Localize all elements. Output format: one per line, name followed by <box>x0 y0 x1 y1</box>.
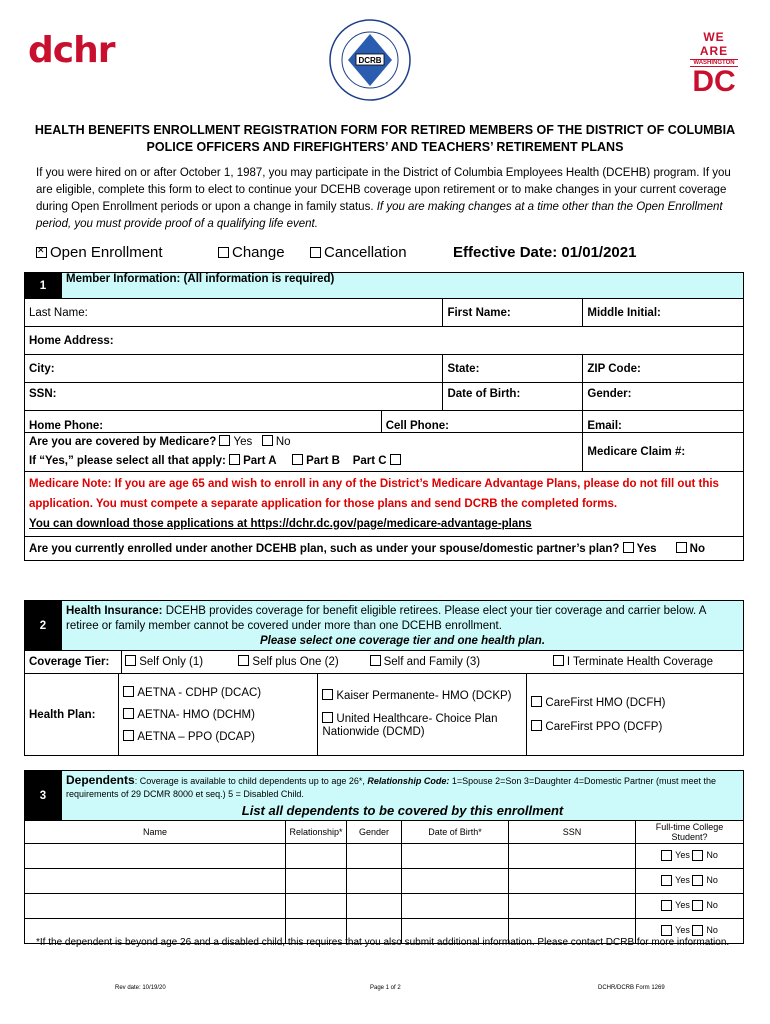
plan-united[interactable]: United Healthcare- Choice Plan Nationwide (DCMD) <box>322 713 498 738</box>
student-options[interactable]: Yes No <box>636 894 744 919</box>
section1-number: 1 <box>25 273 62 299</box>
plan-aetna-cdhp[interactable]: AETNA - CDHP (DCAC) <box>123 682 313 704</box>
plan-carefirst-hmo[interactable]: CareFirst HMO (DCFH) <box>531 691 739 715</box>
seal-abbrev: DCRB <box>358 56 382 65</box>
medicare-yes-checkbox <box>219 435 230 446</box>
effective-date: Effective Date: 01/01/2021 <box>453 244 637 261</box>
section3-number: 3 <box>25 771 62 821</box>
medicare-question: Are you are covered by Medicare? Yes No If “Yes,” please select all that apply: Part A Part B Part C <box>25 433 583 472</box>
part-b-option[interactable]: Part B <box>292 455 340 467</box>
tier-family-option[interactable]: Self and Family (3) <box>370 656 550 668</box>
title-line2: POLICE OFFICERS AND FIREFIGHTERS’ AND TEACHERS’ RETIREMENT PLANS <box>146 140 624 154</box>
col-student: Full-time College Student? <box>636 821 744 844</box>
state-label[interactable]: State: <box>443 355 583 383</box>
dc-logo <box>690 30 738 97</box>
other-plan-no[interactable]: No <box>676 543 705 555</box>
home-address-label[interactable]: Home Address: <box>25 327 744 355</box>
section2-heading: Health Insurance: DCEHB provides coverage for benefit eligible retirees. Please elect your tier coverage and carrier below. A retiree or family member cannot be covered under more than one DCEHB enrollment. Please select one coverage tier and one health plan. <box>62 601 744 651</box>
open-enrollment-option[interactable]: ✕Open Enrollment <box>36 244 163 261</box>
other-plan-question: Are you currently enrolled under another DCEHB plan, such as under your spouse/domestic partner’s plan? Yes No <box>25 537 744 561</box>
change-checkbox <box>218 247 229 258</box>
home-phone-label[interactable]: Home Phone: <box>25 411 382 433</box>
kaiser-united-plans <box>318 674 527 756</box>
section1-heading: Member Information: (All information is required) <box>62 273 744 299</box>
section2-instruction: Please select one coverage tier and one health plan. <box>259 635 546 647</box>
gender-label[interactable]: Gender: <box>583 383 744 411</box>
email-label[interactable]: Email: <box>583 411 744 433</box>
download-link[interactable]: You can download those applications at https://dchr.dc.gov/page/medicare-advantage-plans <box>29 518 532 530</box>
student-options[interactable]: Yes No <box>636 869 744 894</box>
section3-heading: Dependents: Coverage is available to child dependents up to age 26*, Relationship Code: 1=Spouse 2=Son 3=Daughter 4=Domestic Partner (must meet the requirements of 29 DCMR 8000 et seq.) 5 = Disabled Child. List all dependents to be covered by this enrollment <box>62 771 744 821</box>
dob-label[interactable]: Date of Birth: <box>443 383 583 411</box>
page-number: Page 1 of 2 <box>370 985 401 991</box>
rev-date: Rev date: 10/19/20 <box>115 985 166 991</box>
open-enrollment-checkbox <box>36 247 47 258</box>
medicare-note-line1: Medicare Note: If you are age 65 and wish to enroll in any of the District’s Medicare Advantage Plans, please do not fill out this <box>29 478 719 490</box>
part-a-option[interactable]: Part A <box>229 455 276 467</box>
form-number: DCHR/DCRB Form 1269 <box>598 985 665 991</box>
dependent-row <box>25 869 744 894</box>
col-dob: Date of Birth* <box>402 821 509 844</box>
section2-table <box>24 600 744 756</box>
section3-instruction: List all dependents to be covered by this enrollment <box>241 803 564 818</box>
title-line1: HEALTH BENEFITS ENROLLMENT REGISTRATION FORM FOR RETIRED MEMBERS OF THE DISTRICT OF COLUMBIA <box>34 123 736 137</box>
col-gender: Gender <box>347 821 402 844</box>
dependent-row <box>25 844 744 869</box>
intro-italic: If you are making changes at a time other than the Open Enrollment period, you must provide proof of a qualifying life event. <box>36 201 723 230</box>
medicare-note-line2: application. You must compete a separate application for those plans and send DCRB the completed forms. <box>29 498 618 510</box>
cell-phone-label[interactable]: Cell Phone: <box>381 411 583 433</box>
medicare-no-option[interactable]: No <box>262 436 291 448</box>
student-options[interactable]: Yes No <box>636 919 744 944</box>
col-relationship: Relationship* <box>286 821 347 844</box>
section3-table <box>24 770 744 821</box>
dependent-row <box>25 894 744 919</box>
medicare-note <box>25 472 744 537</box>
medicare-claim-label[interactable]: Medicare Claim #: <box>583 433 744 472</box>
dc-letters: DC <box>692 65 736 98</box>
dchr-logo: dchr <box>28 30 115 71</box>
cancellation-checkbox <box>310 247 321 258</box>
student-options[interactable]: Yes No <box>636 844 744 869</box>
change-option[interactable]: Change <box>218 244 285 261</box>
col-name: Name <box>25 821 286 844</box>
ssn-label[interactable]: SSN: <box>25 383 443 411</box>
medicare-no-checkbox <box>262 435 273 446</box>
plan-kaiser[interactable]: Kaiser Permanente- HMO (DCKP) <box>322 690 522 703</box>
dc-washington: WASHINGTON <box>690 59 738 67</box>
section2-number: 2 <box>25 601 62 651</box>
other-plan-yes[interactable]: Yes <box>623 543 657 555</box>
last-name-label[interactable]: Last Name: <box>25 299 443 327</box>
plan-aetna-ppo[interactable]: AETNA – PPO (DCAP) <box>123 726 313 748</box>
dependent-footnote: *If the dependent is beyond age 26 and a disabled child, this requires that you also submit additional information. Please contact DCRB for more information. <box>36 937 730 948</box>
section1-table <box>24 272 744 561</box>
col-ssn: SSN <box>509 821 636 844</box>
aetna-plans <box>119 674 318 756</box>
first-name-label[interactable]: First Name: <box>443 299 583 327</box>
intro-text: If you were hired on or after October 1, 1987, you may participate in the District of Columbia Employees Health (DCEHB) program. If you are eligible, complete this form to elect to continue your DCEHB coverage upon retirement or to make changes in your current coverage during Open Enrollment periods or upon a change in family status. <box>36 167 731 213</box>
plan-carefirst-ppo[interactable]: CareFirst PPO (DCFP) <box>531 715 739 739</box>
intro-paragraph <box>36 165 736 233</box>
tier-self-plus-one-option[interactable]: Self plus One (2) <box>238 656 366 668</box>
carefirst-plans <box>527 674 744 756</box>
health-plan-label: Health Plan: <box>25 674 119 756</box>
middle-initial-label[interactable]: Middle Initial: <box>583 299 744 327</box>
medicare-yes-option[interactable]: Yes <box>219 436 252 448</box>
tier-self-option[interactable]: Self Only (1) <box>125 656 235 668</box>
form-title <box>30 122 740 156</box>
cancellation-option[interactable]: Cancellation <box>310 244 407 261</box>
city-label[interactable]: City: <box>25 355 443 383</box>
dcrb-seal <box>328 18 412 102</box>
zip-label[interactable]: ZIP Code: <box>583 355 744 383</box>
dc-we-are: WE ARE <box>699 30 729 58</box>
tier-terminate-option[interactable]: I Terminate Health Coverage <box>553 656 713 668</box>
plan-aetna-hmo[interactable]: AETNA- HMO (DCHM) <box>123 704 313 726</box>
coverage-tier-row: Coverage Tier: Self Only (1) Self plus One (2) Self and Family (3) I Terminate Health Coverage <box>25 651 744 674</box>
part-c-option[interactable]: Part C <box>353 455 404 467</box>
dependents-table <box>24 820 744 944</box>
